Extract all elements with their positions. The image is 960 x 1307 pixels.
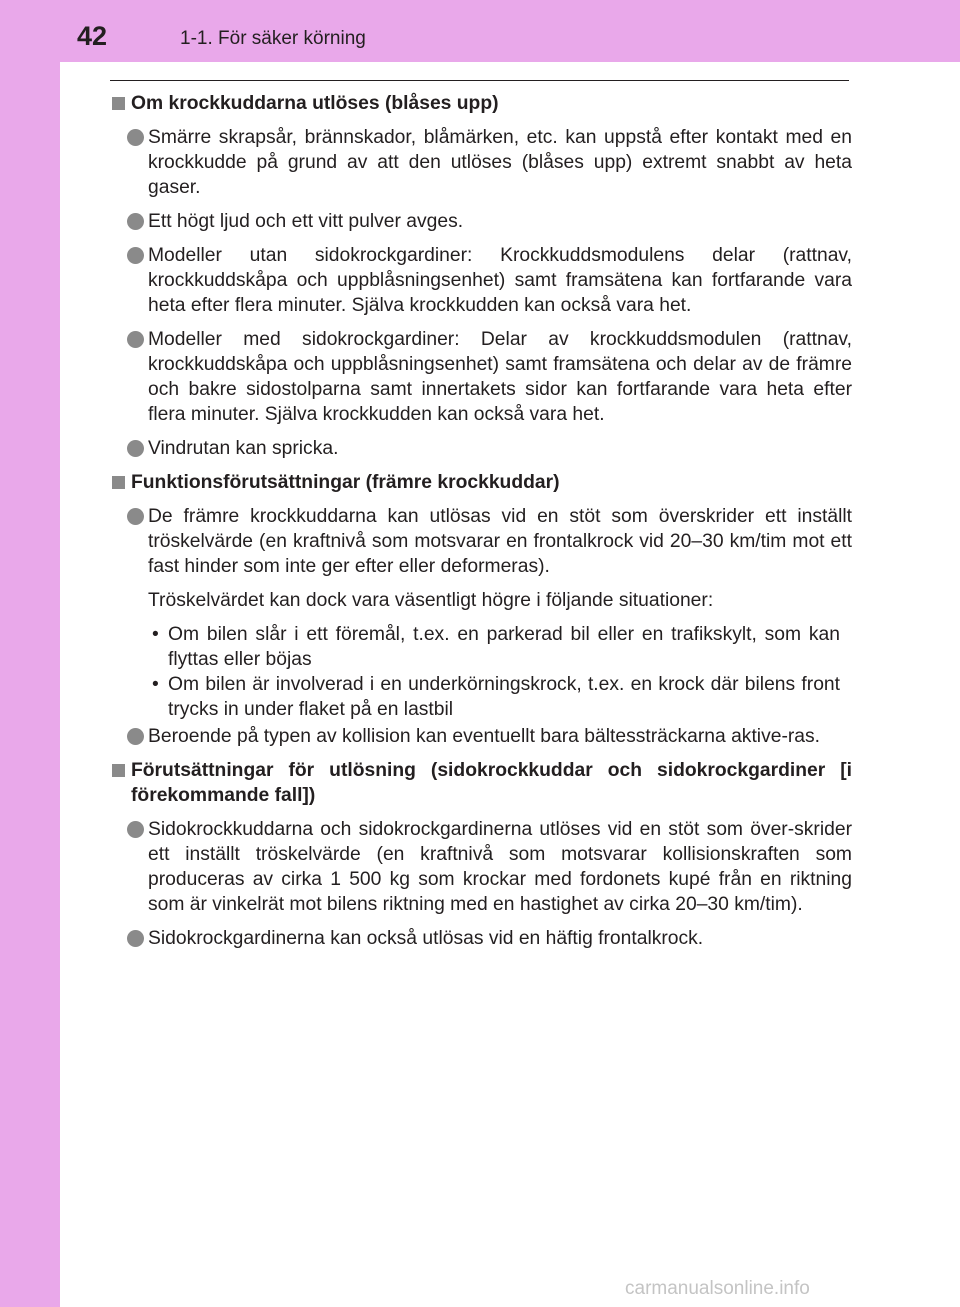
circle-bullet-icon	[127, 331, 144, 348]
list-item	[127, 504, 852, 579]
list-item-text: De främre krockkuddarna kan utlösas vid en stöt som överskrider ett inställt tröskelvärde (en kraftnivå som motsvarar en frontalkrock vid 20–30 km/tim mot ett fast hinder som inte ger efter eller deformeras).	[148, 506, 852, 577]
list-item-text: Smärre skrapsår, brännskador, blåmärken, etc. kan uppstå efter kontakt med en krockkudde på grund av att den utlöses (blåses upp) extremt snabbt av heta gaser.	[148, 127, 852, 198]
section-title-3: Förutsättningar för utlösning (sidokrockkuddar och sidokrockgardiner [i förekommande fall])	[131, 760, 852, 806]
section-heading-3	[110, 758, 852, 808]
square-icon	[112, 764, 125, 777]
sub-list-item-text: Om bilen slår i ett föremål, t.ex. en parkerad bil eller en trafikskylt, som kan flyttas eller böjas	[168, 624, 840, 670]
list-item-text: Modeller med sidokrockgardiner: Delar av krockkuddsmodulen (rattnav, krockkuddskåpa och uppblåsningsenhet) samt framsätena och delar av de främre och bakre sidostolparna samt innertakets sidor kan fortfarande vara heta efter flera minuter. Själva krockkudden kan också vara het.	[148, 329, 852, 425]
square-icon	[112, 97, 125, 110]
list-item	[127, 926, 852, 951]
threshold-note: Tröskelvärdet kan dock vara väsentligt högre i följande situationer:	[148, 590, 714, 611]
section-heading-1	[110, 91, 852, 116]
list-item-text: Beroende på typen av kollision kan eventuellt bara bältessträckarna aktive-ras.	[148, 726, 821, 747]
page-content	[110, 91, 852, 960]
side-color-band	[0, 0, 60, 1307]
list-item	[127, 327, 852, 427]
sub-list-item	[148, 672, 840, 722]
list-item-text: Sidokrockkuddarna och sidokrockgardinerna utlöses vid en stöt som över-skrider ett inställt tröskelvärde (en kraftnivå som motsvarar kollisionskraften som produceras av cirka 1 500 kg som krockar med fordonets kupé från en riktning som är vinkelrät mot bilens riktning med en hastighet av cirka 20–30 km/tim).	[148, 819, 852, 915]
circle-bullet-icon	[127, 728, 144, 745]
circle-bullet-icon	[127, 508, 144, 525]
circle-bullet-icon	[127, 930, 144, 947]
page-number: 42	[77, 21, 108, 51]
sub-list-item	[148, 622, 840, 672]
list-item	[127, 436, 852, 461]
circle-bullet-icon	[127, 129, 144, 146]
bullet-dot-icon: •	[152, 674, 159, 695]
list-item	[127, 817, 852, 917]
circle-bullet-icon	[127, 821, 144, 838]
list-item-text: Modeller utan sidokrockgardiner: Krockkuddsmodulens delar (rattnav, krockkuddskåpa och uppblåsningsenhet) samt framsätena kan fortfarande vara heta efter flera minuter. Själva krockkudden kan också vara het.	[148, 245, 852, 316]
bullet-dot-icon: •	[152, 624, 159, 645]
section-title-2: Funktionsförutsättningar (främre krockkuddar)	[131, 472, 560, 493]
list-item-text: Sidokrockgardinerna kan också utlösas vid en häftig frontalkrock.	[148, 928, 704, 949]
sub-list-item-text: Om bilen är involverad i en underkörningskrock, t.ex. en krock där bilens front trycks in under flaket på en lastbil	[168, 674, 840, 720]
section-heading-2	[110, 470, 852, 495]
list-item	[127, 243, 852, 318]
circle-bullet-icon	[127, 247, 144, 264]
square-icon	[112, 476, 125, 489]
header-rule	[110, 80, 849, 81]
list-item-text: Ett högt ljud och ett vitt pulver avges.	[148, 211, 464, 232]
running-header: 1-1. För säker körning	[180, 28, 366, 49]
list-item-text: Vindrutan kan spricka.	[148, 438, 339, 459]
circle-bullet-icon	[127, 213, 144, 230]
list-item	[127, 209, 852, 234]
circle-bullet-icon	[127, 440, 144, 457]
list-item	[127, 724, 852, 749]
section-title-1: Om krockkuddarna utlöses (blåses upp)	[131, 93, 499, 114]
watermark: carmanualsonline.info	[625, 1278, 810, 1299]
top-color-band	[0, 0, 960, 62]
sub-list	[148, 622, 852, 722]
list-item	[127, 125, 852, 200]
